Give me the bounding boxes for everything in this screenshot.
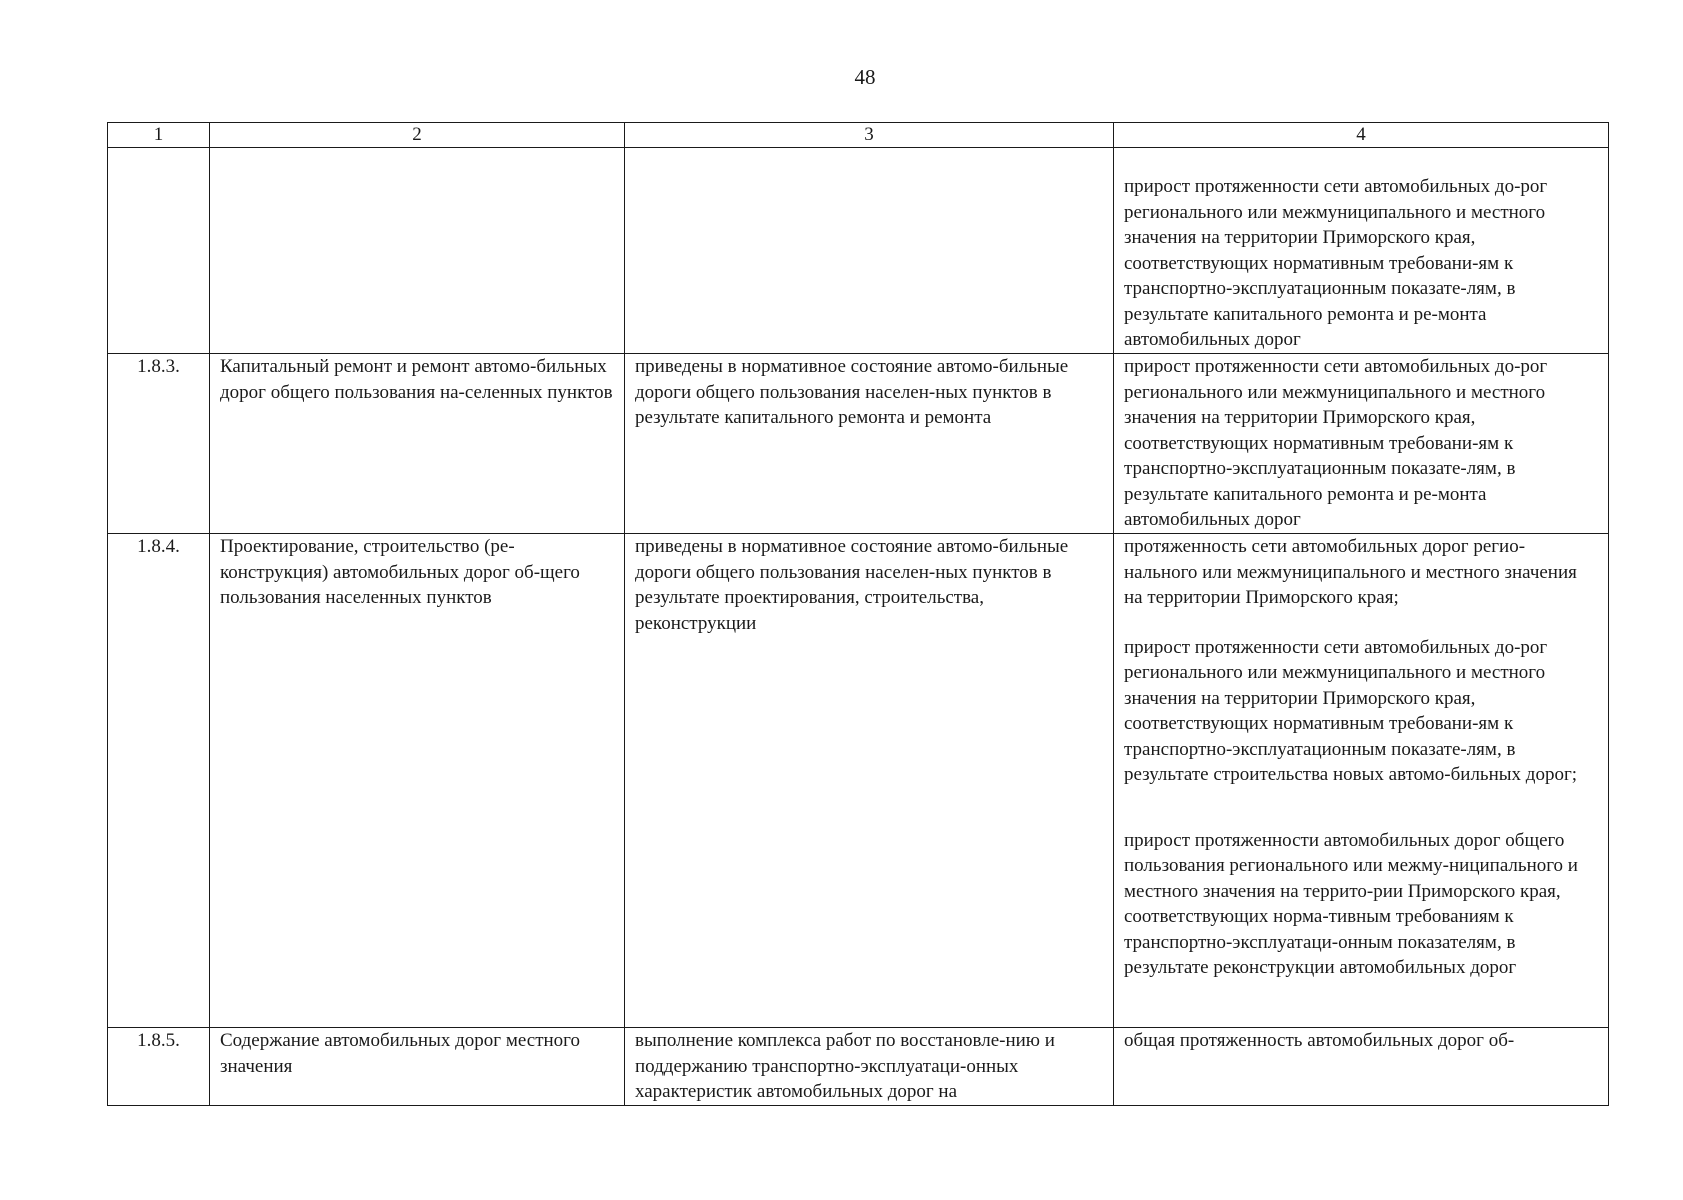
row-number: 1.8.5.: [108, 1028, 210, 1106]
indicator-text: общая протяженность автомобильных дорог об-: [1124, 1030, 1515, 1051]
row-number: [108, 148, 210, 354]
expected-result: [625, 1028, 1114, 1106]
indicators-cell: [1114, 534, 1609, 1028]
column-header-3: 3: [625, 123, 1114, 148]
indicators-cell: [1114, 1028, 1609, 1106]
column-header-4: 4: [1114, 123, 1609, 148]
table-row: [108, 534, 1609, 1028]
indicator-text: прирост протяженности автомобильных дорог общего пользования регионального или межму-ниципального и местного значения на террито-рии Приморского края, соответствующих норма-тивным требованиям к транспортно-эксплуатаци-онным показателям, в результате реконструкции автомобильных дорог: [1124, 829, 1578, 978]
column-header-2: 2: [210, 123, 625, 148]
table-row: [108, 1028, 1609, 1106]
indicator-text: прирост протяженности сети автомобильных до-рог регионального или межмуниципального и местного значения на территории Приморского края, соответствующих нормативным требовани-ям к транспортно-эксплуатационным показате-лям, в результате капитального ремонта и ре-монта автомобильных дорог: [1124, 356, 1548, 530]
row-number: 1.8.3.: [108, 354, 210, 534]
table-row: [108, 354, 1609, 534]
indicators-cell: [1114, 354, 1609, 534]
task-name: Проектирование, строительство (ре-конструкция) автомобильных дорог об-щего пользования населенных пунктов: [210, 534, 625, 1028]
task-name: Капитальный ремонт и ремонт автомо-бильных дорог общего пользования на-селенных пунктов: [210, 354, 625, 534]
expected-result-text: выполнение комплекса работ по восстановле-нию и поддержанию транспортно-эксплуатаци-онных характеристик автомобильных дорог на: [635, 1030, 1055, 1102]
table-row: [108, 148, 1609, 354]
indicator-text: прирост протяженности сети автомобильных до-рог регионального или межмуниципального и местного значения на территории Приморского края, соответствующих нормативным требовани-ям к транспортно-эксплуатационным показате-лям, в результате строительства новых автомо-бильных дорог;: [1124, 636, 1578, 785]
task-name: Содержание автомобильных дорог местного значения: [210, 1028, 625, 1106]
page-number: 48: [854, 65, 876, 89]
task-name: [210, 148, 625, 354]
indicators-cell: [1114, 148, 1609, 354]
column-header-1: 1: [108, 123, 210, 148]
expected-result: приведены в нормативное состояние автомо-бильные дороги общего пользования населен-ных пунктов в результате проектирования, строительства, реконструкции: [625, 534, 1114, 1028]
indicator-text: прирост протяженности сети автомобильных до-рог регионального или межмуниципального и местного значения на территории Приморского края, соответствующих нормативным требовани-ям к транспортно-эксплуатационным показате-лям, в результате капитального ремонта и ре-монта автомобильных дорог: [1124, 176, 1548, 350]
row-number: 1.8.4.: [108, 534, 210, 1028]
program-table: [107, 122, 1609, 1106]
expected-result: [625, 148, 1114, 354]
table-header-row: [108, 123, 1609, 148]
indicator-text: протяженность сети автомобильных дорог регио-нального или межмуниципального и местного значения на территории Приморского края;: [1124, 536, 1577, 608]
expected-result: приведены в нормативное состояние автомо-бильные дороги общего пользования населен-ных пунктов в результате капитального ремонта и ремонта: [625, 354, 1114, 534]
